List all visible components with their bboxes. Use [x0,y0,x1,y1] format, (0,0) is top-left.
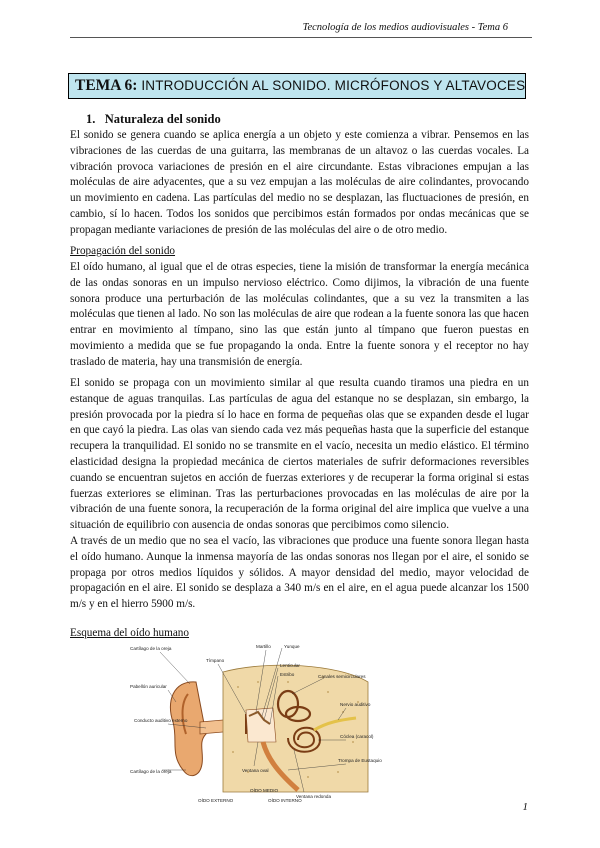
label-anvil: Yunque [284,644,300,649]
label-pinna: Pabellón auricular [130,684,167,689]
label-canal: Conducto auditivo externo [134,718,188,723]
label-eustachian: Trompa de Eustaquio [338,758,382,763]
paragraph-2: El oído humano, al igual que el de otras especies, tiene la misión de transformar la energía mecánica de las ondas sonoras en un impulso nervioso eléctrico. Como dijimos, la vibración de una fuente sonora produce una perturbación de las moléculas colindantes, que a su vez la transmiten a las moléculas que tienen al lado. No son las moléculas de aire que rodean a la fuente sonora las que hacen entrar en movimiento al tímpano, sino las que están junto al tímpano que fueron puestas en movimiento a medida que se fue propagando la onda. Entre la fuente sonora y el receptor no hay traslado de materia, hay una transmisión de energía. [70,261,529,368]
subheading-propagation: Propagación del sonido [70,245,176,257]
label-helix: Cartílago de la oreja [130,646,172,651]
label-nerve: Nervio auditivo [340,702,371,707]
header-rule [70,37,532,38]
page-number: 1 [522,801,528,813]
label-lobe: Cartílago de la oreja [130,769,172,774]
paragraph-1: El sonido se genera cuando se aplica energía a un objeto y este comienza a vibrar. Pensemos en las vibraciones de las cuerdas de una guitarra, las membranas de un altavoz o las cuerdas vocales. La vibración provoca variaciones de presión en el aire circundante. Estas vibraciones empujan a las moléculas de aire adyacentes, que a su vez empujan a las moléculas de aire colindantes, provocando un movimiento en cadena. Las partículas del medio no se desplazan, las fluctuaciones de presión, en cambio, sí lo hacen. Todos los sonidos que percibimos están formados por ondas mecánicas que se propagan mediante variaciones de presión de las moléculas del aire o de otro medio. [70,129,529,236]
paragraph-4: A través de un medio que no sea el vacío, las vibraciones que produce una fuente sonora llegan hasta el oído humano. Aunque la inmensa mayoría de las ondas sonoras nos llegan por el aire, el sonido se propaga por otros medios líquidos y sólidos. A mayor densidad del medio, mayor velocidad de propagación en el aire. El sonido se desplaza a 340 m/s en el aire, en el agua puede alcanzar los 1500 m/s y en el hierro 5900 m/s. [70,535,529,611]
chapter-number: TEMA 6: [75,77,138,94]
ear-diagram [128,642,386,804]
label-stirrup: Estribo [280,672,295,677]
label-round: Ventana redonda [296,794,331,799]
chapter-title-box [68,73,526,99]
label-outer: OÍDO EXTERNO [198,798,234,803]
label-eardrum: Tímpano [206,658,225,663]
label-cochlea: Cóclea (caracol) [340,734,374,739]
subheading-ear-scheme: Esquema del oído humano [70,627,189,639]
label-inner: OÍDO INTERNO [268,798,302,803]
label-lenticular: Lenticular [280,663,300,668]
chapter-title: INTRODUCCIÓN AL SONIDO. MICRÓFONOS Y ALTAVOCES [141,78,526,93]
label-oval: Ventana oval [242,768,269,773]
label-middle: OÍDO MEDIO [250,788,279,793]
paragraph-3: El sonido se propaga con un movimiento similar al que resulta cuando tiramos una piedra en un estanque de aguas tranquilas. Las partículas de agua del estanque no se desplazan, sin embargo, la presión provocada por la piedra sí lo hace en forma de pequeñas olas que se expanden desde el lugar en que cayó la piedra. Las olas van siendo cada vez más pequeñas hasta que la superficie del estanque recupera la tranquilidad. El sonido no se transmite en el vacío, necesita un medio elástico. El término elasticidad designa la propiedad mecánica de ciertos materiales de sufrir deformaciones reversibles cuando se encuentran sujetos en acción de fuerzas exteriores y de recuperar la forma original si estas fuerzas exteriores se eliminan. Tras las perturbaciones provocadas en las moléculas de aire por la vibración de una fuente sonora, la recuperación de la forma original del aire implica que vuelve a una situación de equilibrio con ausencia de ondas sonoras que percibimos como silencio. [70,377,529,532]
label-hammer: Martillo [256,644,271,649]
running-header: Tecnología de los medios audiovisuales - Tema 6 [302,22,508,33]
label-canals: Canales semicirculares [318,674,366,679]
section-heading: 1. Naturaleza del sonido [86,112,221,126]
